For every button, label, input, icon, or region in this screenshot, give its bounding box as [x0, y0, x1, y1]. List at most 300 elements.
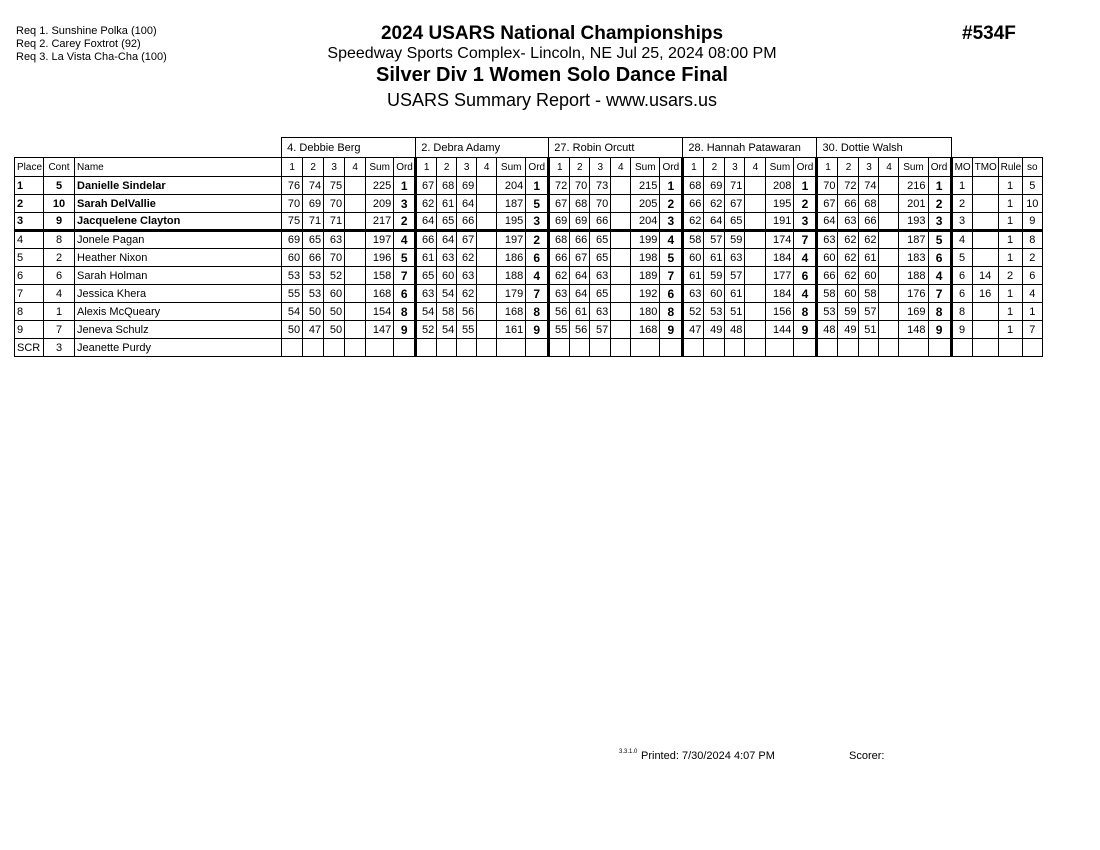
skater-name: Alexis McQueary: [75, 303, 282, 321]
score-cell: 67: [817, 195, 838, 213]
so-cell: 5: [1022, 177, 1042, 195]
sum-cell: 158: [366, 267, 394, 285]
score-cell: 53: [817, 303, 838, 321]
place-cell: SCR: [15, 339, 44, 357]
score-cell: [838, 339, 859, 357]
sum-cell: [631, 339, 660, 357]
event-number: #534F: [962, 23, 1016, 44]
mo-cell: 6: [951, 285, 972, 303]
score-cell: 67: [457, 231, 477, 249]
venue-date: Speedway Sports Complex- Lincoln, NE Jul 25, 2024 08:00 PM: [327, 45, 777, 62]
score-cell: [879, 177, 899, 195]
col-score-2: 2: [437, 158, 457, 177]
sum-cell: 201: [899, 195, 928, 213]
score-cell: 60: [817, 249, 838, 267]
score-cell: [704, 339, 725, 357]
score-cell: 74: [303, 177, 324, 195]
sum-cell: 179: [497, 285, 526, 303]
score-cell: [611, 249, 631, 267]
sum-cell: 215: [631, 177, 660, 195]
col-score-3: 3: [590, 158, 611, 177]
ordinal-cell: [660, 339, 683, 357]
so-cell: [1022, 339, 1042, 357]
score-cell: 57: [704, 231, 725, 249]
score-cell: 58: [859, 285, 879, 303]
ordinal-cell: [394, 339, 416, 357]
ordinal-cell: 6: [794, 267, 817, 285]
col-sum: Sum: [766, 158, 794, 177]
score-cell: 52: [324, 267, 345, 285]
score-cell: 50: [303, 303, 324, 321]
skater-name: Jeneva Schulz: [75, 321, 282, 339]
score-cell: [437, 339, 457, 357]
sum-cell: 168: [497, 303, 526, 321]
score-cell: 60: [683, 249, 704, 267]
score-cell: 75: [324, 177, 345, 195]
score-cell: [683, 339, 704, 357]
score-cell: 72: [549, 177, 570, 195]
score-cell: 71: [725, 177, 745, 195]
score-cell: 76: [282, 177, 303, 195]
score-cell: [879, 267, 899, 285]
contestant-number: 10: [44, 195, 75, 213]
col-place: Place: [15, 158, 44, 177]
score-cell: 57: [725, 267, 745, 285]
col-cont: Cont: [44, 158, 75, 177]
score-cell: [282, 339, 303, 357]
sum-cell: 186: [497, 249, 526, 267]
rule-cell: 1: [998, 231, 1022, 249]
tmo-cell: 14: [972, 267, 998, 285]
judge-name: 4. Debbie Berg: [282, 138, 416, 158]
ordinal-cell: 6: [526, 249, 549, 267]
score-cell: 60: [437, 267, 457, 285]
sum-cell: 208: [766, 177, 794, 195]
tmo-cell: [972, 213, 998, 231]
sum-cell: 148: [899, 321, 928, 339]
score-cell: 65: [725, 213, 745, 231]
score-cell: [345, 285, 366, 303]
score-cell: 49: [838, 321, 859, 339]
score-cell: 63: [725, 249, 745, 267]
event-title: Silver Div 1 Women Solo Dance Final: [376, 64, 728, 86]
score-cell: 59: [838, 303, 859, 321]
score-cell: 59: [704, 267, 725, 285]
score-cell: 60: [838, 285, 859, 303]
score-cell: [879, 303, 899, 321]
score-cell: 52: [416, 321, 437, 339]
score-cell: 63: [683, 285, 704, 303]
ordinal-cell: 8: [660, 303, 683, 321]
sum-cell: [366, 339, 394, 357]
place-cell: 7: [15, 285, 44, 303]
ordinal-cell: 5: [928, 231, 951, 249]
score-cell: 50: [282, 321, 303, 339]
score-cell: 63: [437, 249, 457, 267]
sum-cell: 225: [366, 177, 394, 195]
score-cell: 68: [683, 177, 704, 195]
score-cell: [745, 285, 766, 303]
score-cell: 53: [303, 267, 324, 285]
sum-cell: 184: [766, 285, 794, 303]
score-cell: 58: [683, 231, 704, 249]
score-cell: 66: [590, 213, 611, 231]
score-cell: 55: [282, 285, 303, 303]
col-score-4: 4: [345, 158, 366, 177]
col-score-4: 4: [477, 158, 497, 177]
score-cell: [477, 267, 497, 285]
score-cell: [817, 339, 838, 357]
score-cell: 55: [549, 321, 570, 339]
score-cell: [745, 267, 766, 285]
score-cell: 65: [437, 213, 457, 231]
sum-cell: 176: [899, 285, 928, 303]
table-row: [15, 249, 1043, 267]
score-cell: 62: [683, 213, 704, 231]
sum-cell: [899, 339, 928, 357]
sum-cell: 197: [366, 231, 394, 249]
score-cell: 66: [817, 267, 838, 285]
col-sum: Sum: [631, 158, 660, 177]
tmo-cell: [972, 231, 998, 249]
col-sum: Sum: [497, 158, 526, 177]
col-so: so: [1022, 158, 1042, 177]
tmo-cell: [972, 177, 998, 195]
column-header-row: [15, 158, 1043, 177]
score-cell: [745, 249, 766, 267]
ordinal-cell: 9: [794, 321, 817, 339]
score-cell: 75: [282, 213, 303, 231]
ordinal-cell: 4: [526, 267, 549, 285]
score-cell: 70: [282, 195, 303, 213]
ordinal-cell: 7: [394, 267, 416, 285]
col-score-1: 1: [549, 158, 570, 177]
score-cell: 61: [704, 249, 725, 267]
score-cell: 62: [457, 249, 477, 267]
score-cell: 50: [324, 321, 345, 339]
championship-title: 2024 USARS National Championships: [380, 23, 724, 44]
mo-cell: 8: [951, 303, 972, 321]
score-cell: [611, 231, 631, 249]
sum-cell: 187: [899, 231, 928, 249]
score-cell: 53: [303, 285, 324, 303]
place-cell: 6: [15, 267, 44, 285]
score-cell: 68: [437, 177, 457, 195]
tmo-cell: [972, 195, 998, 213]
score-cell: 70: [324, 195, 345, 213]
judges-row: [15, 138, 1043, 158]
score-cell: [303, 339, 324, 357]
sum-cell: 191: [766, 213, 794, 231]
score-cell: [859, 339, 879, 357]
table-row: [15, 303, 1043, 321]
score-cell: [477, 195, 497, 213]
score-cell: 49: [704, 321, 725, 339]
rule-cell: 2: [998, 267, 1022, 285]
mo-cell: 2: [951, 195, 972, 213]
score-cell: [879, 321, 899, 339]
score-cell: 62: [859, 231, 879, 249]
skater-name: Sarah DelVallie: [75, 195, 282, 213]
contestant-number: 6: [44, 267, 75, 285]
result-rows: [15, 177, 1043, 357]
place-cell: 8: [15, 303, 44, 321]
ordinal-cell: 2: [928, 195, 951, 213]
sum-cell: 180: [631, 303, 660, 321]
sum-cell: 192: [631, 285, 660, 303]
sum-cell: 168: [631, 321, 660, 339]
score-cell: [345, 195, 366, 213]
ordinal-cell: 9: [526, 321, 549, 339]
ordinal-cell: 9: [928, 321, 951, 339]
col-sum: Sum: [366, 158, 394, 177]
score-cell: [611, 303, 631, 321]
table-row: [15, 339, 1043, 357]
requirement-item: Req 3. La Vista Cha-Cha (100): [16, 51, 167, 63]
score-cell: 62: [838, 231, 859, 249]
score-cell: 61: [725, 285, 745, 303]
contestant-number: 2: [44, 249, 75, 267]
judge-name: 27. Robin Orcutt: [549, 138, 683, 158]
sum-cell: 198: [631, 249, 660, 267]
score-cell: 66: [457, 213, 477, 231]
col-score-2: 2: [704, 158, 725, 177]
tmo-cell: 16: [972, 285, 998, 303]
ordinal-cell: 6: [928, 249, 951, 267]
score-cell: 60: [704, 285, 725, 303]
mo-cell: [951, 339, 972, 357]
score-cell: 53: [704, 303, 725, 321]
ordinal-cell: 4: [794, 249, 817, 267]
sum-cell: [497, 339, 526, 357]
col-rule: Rule: [998, 158, 1022, 177]
sum-cell: 169: [899, 303, 928, 321]
score-cell: 54: [282, 303, 303, 321]
score-cell: [745, 231, 766, 249]
mo-cell: 5: [951, 249, 972, 267]
score-cell: 61: [570, 303, 590, 321]
sum-cell: 188: [497, 267, 526, 285]
skater-name: Jonele Pagan: [75, 231, 282, 249]
sum-cell: 174: [766, 231, 794, 249]
score-cell: [457, 339, 477, 357]
sum-cell: 205: [631, 195, 660, 213]
score-cell: [345, 213, 366, 231]
ordinal-cell: 2: [394, 213, 416, 231]
score-cell: 66: [838, 195, 859, 213]
ordinal-cell: 1: [794, 177, 817, 195]
col-score-4: 4: [745, 158, 766, 177]
score-cell: 69: [303, 195, 324, 213]
col-score-3: 3: [457, 158, 477, 177]
col-score-1: 1: [416, 158, 437, 177]
score-cell: 66: [683, 195, 704, 213]
place-cell: 9: [15, 321, 44, 339]
place-cell: 4: [15, 231, 44, 249]
col-score-1: 1: [282, 158, 303, 177]
score-cell: [477, 213, 497, 231]
ordinal-cell: 5: [526, 195, 549, 213]
col-sum: Sum: [899, 158, 928, 177]
so-cell: 10: [1022, 195, 1042, 213]
score-cell: 63: [590, 303, 611, 321]
col-ord: Ord: [394, 158, 416, 177]
score-cell: 47: [303, 321, 324, 339]
requirement-item: Req 1. Sunshine Polka (100): [16, 25, 157, 37]
score-cell: [725, 339, 745, 357]
col-score-4: 4: [611, 158, 631, 177]
score-cell: 64: [457, 195, 477, 213]
score-cell: 68: [570, 195, 590, 213]
score-cell: [879, 285, 899, 303]
score-cell: [879, 231, 899, 249]
sum-cell: 156: [766, 303, 794, 321]
score-cell: 67: [549, 195, 570, 213]
rule-cell: 1: [998, 249, 1022, 267]
sum-cell: 188: [899, 267, 928, 285]
score-cell: 52: [683, 303, 704, 321]
score-cell: 66: [303, 249, 324, 267]
score-cell: 56: [570, 321, 590, 339]
score-cell: [745, 213, 766, 231]
score-cell: 63: [590, 267, 611, 285]
score-cell: [611, 267, 631, 285]
score-cell: 63: [324, 231, 345, 249]
place-cell: 2: [15, 195, 44, 213]
sum-cell: 204: [631, 213, 660, 231]
skater-name: Danielle Sindelar: [75, 177, 282, 195]
score-cell: [477, 303, 497, 321]
score-cell: [345, 321, 366, 339]
requirement-item: Req 2. Carey Foxtrot (92): [16, 38, 141, 50]
ordinal-cell: 8: [794, 303, 817, 321]
score-cell: [345, 267, 366, 285]
score-cell: 57: [859, 303, 879, 321]
score-cell: [745, 177, 766, 195]
score-cell: 54: [437, 321, 457, 339]
col-score-3: 3: [324, 158, 345, 177]
sum-cell: 195: [766, 195, 794, 213]
score-cell: 69: [282, 231, 303, 249]
score-cell: [611, 285, 631, 303]
score-cell: 61: [859, 249, 879, 267]
score-cell: [879, 195, 899, 213]
score-cell: 48: [725, 321, 745, 339]
col-ord: Ord: [928, 158, 951, 177]
rule-cell: 1: [998, 303, 1022, 321]
score-cell: 64: [817, 213, 838, 231]
score-cell: [879, 213, 899, 231]
score-cell: 71: [303, 213, 324, 231]
judge-name: 30. Dottie Walsh: [817, 138, 951, 158]
score-cell: 67: [570, 249, 590, 267]
score-cell: 54: [416, 303, 437, 321]
score-cell: 67: [725, 195, 745, 213]
requirements-list: [16, 25, 167, 64]
ordinal-cell: 5: [394, 249, 416, 267]
col-name: Name: [75, 158, 282, 177]
ordinal-cell: 1: [526, 177, 549, 195]
results-table: [14, 137, 1043, 357]
sum-cell: 168: [366, 285, 394, 303]
score-cell: 64: [437, 231, 457, 249]
sum-cell: 144: [766, 321, 794, 339]
tmo-cell: [972, 249, 998, 267]
score-cell: 51: [859, 321, 879, 339]
so-cell: 2: [1022, 249, 1042, 267]
score-cell: 56: [457, 303, 477, 321]
table-row: [15, 285, 1043, 303]
table-row: [15, 177, 1043, 195]
score-cell: 61: [416, 249, 437, 267]
ordinal-cell: [928, 339, 951, 357]
score-cell: 60: [859, 267, 879, 285]
score-cell: [324, 339, 345, 357]
sum-cell: 147: [366, 321, 394, 339]
sum-cell: 197: [497, 231, 526, 249]
judge-name: 28. Hannah Patawaran: [683, 138, 817, 158]
sum-cell: 195: [497, 213, 526, 231]
skater-name: Sarah Holman: [75, 267, 282, 285]
score-cell: 70: [570, 177, 590, 195]
score-cell: 59: [725, 231, 745, 249]
score-cell: 48: [817, 321, 838, 339]
score-cell: [611, 177, 631, 195]
rule-cell: 1: [998, 213, 1022, 231]
score-cell: 62: [838, 267, 859, 285]
score-cell: [416, 339, 437, 357]
score-cell: 51: [725, 303, 745, 321]
score-cell: 63: [457, 267, 477, 285]
skater-name: Jacquelene Clayton: [75, 213, 282, 231]
score-cell: [745, 195, 766, 213]
score-cell: 47: [683, 321, 704, 339]
score-cell: 69: [549, 213, 570, 231]
rule-cell: 1: [998, 285, 1022, 303]
judge-name: 2. Debra Adamy: [416, 138, 549, 158]
sum-cell: 216: [899, 177, 928, 195]
ordinal-cell: 2: [794, 195, 817, 213]
sum-cell: 161: [497, 321, 526, 339]
score-cell: 62: [838, 249, 859, 267]
ordinal-cell: 5: [660, 249, 683, 267]
score-cell: [477, 285, 497, 303]
score-cell: 65: [303, 231, 324, 249]
ordinal-cell: 1: [394, 177, 416, 195]
so-cell: 1: [1022, 303, 1042, 321]
score-cell: 56: [549, 303, 570, 321]
rule-cell: 1: [998, 177, 1022, 195]
ordinal-cell: 2: [526, 231, 549, 249]
sum-cell: 177: [766, 267, 794, 285]
col-score-4: 4: [879, 158, 899, 177]
mo-cell: 9: [951, 321, 972, 339]
score-cell: 65: [590, 231, 611, 249]
table-row: [15, 195, 1043, 213]
score-cell: 65: [590, 285, 611, 303]
col-ord: Ord: [660, 158, 683, 177]
score-cell: 71: [324, 213, 345, 231]
score-cell: [549, 339, 570, 357]
score-cell: 61: [683, 267, 704, 285]
score-cell: [345, 339, 366, 357]
sum-cell: 187: [497, 195, 526, 213]
ordinal-cell: [794, 339, 817, 357]
skater-name: Jessica Khera: [75, 285, 282, 303]
rule-cell: 1: [998, 195, 1022, 213]
sum-cell: 217: [366, 213, 394, 231]
sum-cell: 209: [366, 195, 394, 213]
